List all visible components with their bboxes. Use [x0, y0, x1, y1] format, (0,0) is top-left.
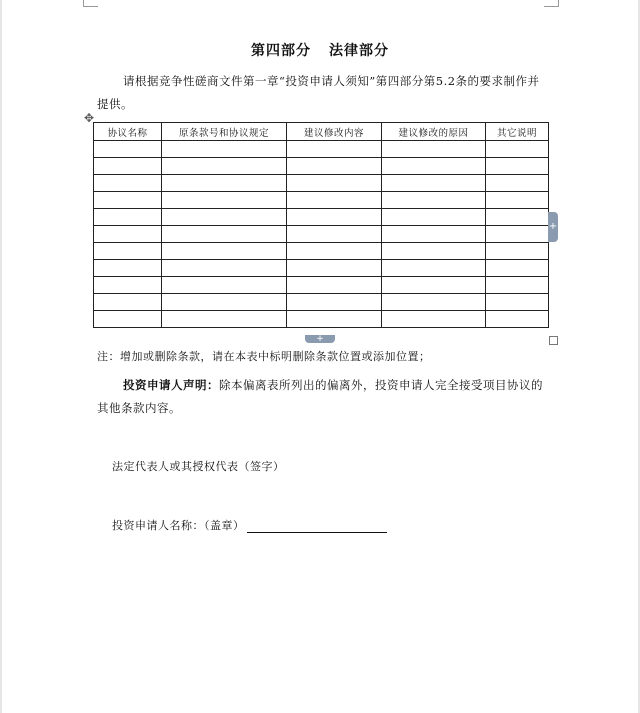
table-row — [94, 311, 549, 328]
table-cell[interactable] — [162, 175, 287, 192]
page-title — [0, 40, 640, 60]
table-row — [94, 158, 549, 175]
table-cell[interactable] — [162, 192, 287, 209]
table-cell[interactable] — [287, 311, 382, 328]
resize-corner-icon[interactable] — [549, 336, 558, 345]
table-cell[interactable] — [287, 294, 382, 311]
table-row — [94, 277, 549, 294]
deviation-table — [93, 122, 549, 328]
table-cell[interactable] — [162, 294, 287, 311]
table-cell[interactable] — [94, 175, 162, 192]
applicant-name-line — [112, 517, 387, 533]
table-cell[interactable] — [486, 175, 549, 192]
table-cell[interactable] — [94, 141, 162, 158]
table-row — [94, 294, 549, 311]
table-cell[interactable] — [382, 226, 486, 243]
title-part: 第四部分 — [251, 43, 311, 59]
table-cell[interactable] — [162, 226, 287, 243]
table-cell[interactable] — [486, 226, 549, 243]
legal-rep-signature-line: 法定代表人或其授权代表（签字） — [112, 460, 285, 473]
table-cell[interactable] — [162, 260, 287, 277]
table-row — [94, 192, 549, 209]
table-row — [94, 209, 549, 226]
table-cell[interactable] — [287, 277, 382, 294]
table-cell[interactable] — [382, 209, 486, 226]
table-cell[interactable] — [382, 192, 486, 209]
header-change-reason: 建议修改的原因 — [382, 123, 486, 141]
table-row — [94, 175, 549, 192]
table-cell[interactable] — [382, 311, 486, 328]
table-cell[interactable] — [162, 141, 287, 158]
table-cell[interactable] — [94, 311, 162, 328]
declaration-label: 投资申请人声明： — [123, 378, 219, 392]
table-row — [94, 260, 549, 277]
table-cell[interactable] — [486, 260, 549, 277]
table-row — [94, 141, 549, 158]
table-cell[interactable] — [287, 141, 382, 158]
header-original-clause: 原条款号和协议规定 — [162, 123, 287, 141]
table-cell[interactable] — [382, 175, 486, 192]
crop-mark-top-right — [544, 0, 559, 7]
table-cell[interactable] — [162, 209, 287, 226]
applicant-name-label: 投资申请人名称：（盖章） — [112, 519, 245, 532]
table-cell[interactable] — [287, 175, 382, 192]
table-cell[interactable] — [287, 209, 382, 226]
applicant-name-field[interactable] — [247, 520, 387, 533]
table-cell[interactable] — [486, 277, 549, 294]
title-name: 法律部分 — [329, 43, 389, 59]
table-cell[interactable] — [486, 294, 549, 311]
table-note: 注：增加或删除条款，请在本表中标明删除条款位置或添加位置； — [97, 350, 431, 363]
declaration-paragraph — [97, 374, 547, 420]
table-header-row — [94, 123, 549, 141]
header-agreement-name: 协议名称 — [94, 123, 162, 141]
table-cell[interactable] — [287, 243, 382, 260]
table-cell[interactable] — [94, 243, 162, 260]
table-cell[interactable] — [486, 243, 549, 260]
table-cell[interactable] — [382, 260, 486, 277]
table-cell[interactable] — [94, 294, 162, 311]
table-cell[interactable] — [382, 277, 486, 294]
table-cell[interactable] — [162, 311, 287, 328]
move-crosshair-icon[interactable]: ✥ — [83, 111, 95, 125]
table-cell[interactable] — [486, 192, 549, 209]
table-row — [94, 243, 549, 260]
table-row — [94, 226, 549, 243]
table-cell[interactable] — [287, 260, 382, 277]
intro-paragraph: 请根据竞争性磋商文件第一章“投资申请人须知”第四部分第5.2条的要求制作并提供。 — [97, 74, 540, 111]
header-suggested-change: 建议修改内容 — [287, 123, 382, 141]
plus-icon[interactable]: + — [305, 335, 335, 343]
crop-mark-top-left — [83, 0, 98, 7]
table-cell[interactable] — [94, 158, 162, 175]
table-cell[interactable] — [486, 209, 549, 226]
table-cell[interactable] — [162, 158, 287, 175]
table-cell[interactable] — [162, 243, 287, 260]
table-cell[interactable] — [94, 260, 162, 277]
table-cell[interactable] — [94, 226, 162, 243]
table-cell[interactable] — [162, 277, 287, 294]
table-cell[interactable] — [382, 158, 486, 175]
table-cell[interactable] — [94, 209, 162, 226]
table-cell[interactable] — [486, 158, 549, 175]
table-cell[interactable] — [94, 192, 162, 209]
table-cell[interactable] — [486, 141, 549, 158]
table-cell[interactable] — [486, 311, 549, 328]
page-edge-left — [0, 0, 2, 713]
table-cell[interactable] — [287, 192, 382, 209]
table-cell[interactable] — [287, 158, 382, 175]
table-cell[interactable] — [287, 226, 382, 243]
plus-icon[interactable]: + — [548, 212, 558, 242]
table-cell[interactable] — [382, 141, 486, 158]
header-other-notes: 其它说明 — [486, 123, 549, 141]
declaration-text: 除本偏离表所列出的偏离外，投资申请人完全接受项目协议的其他条款内容。 — [97, 378, 543, 415]
table-cell[interactable] — [94, 277, 162, 294]
table-cell[interactable] — [382, 243, 486, 260]
table-cell[interactable] — [382, 294, 486, 311]
